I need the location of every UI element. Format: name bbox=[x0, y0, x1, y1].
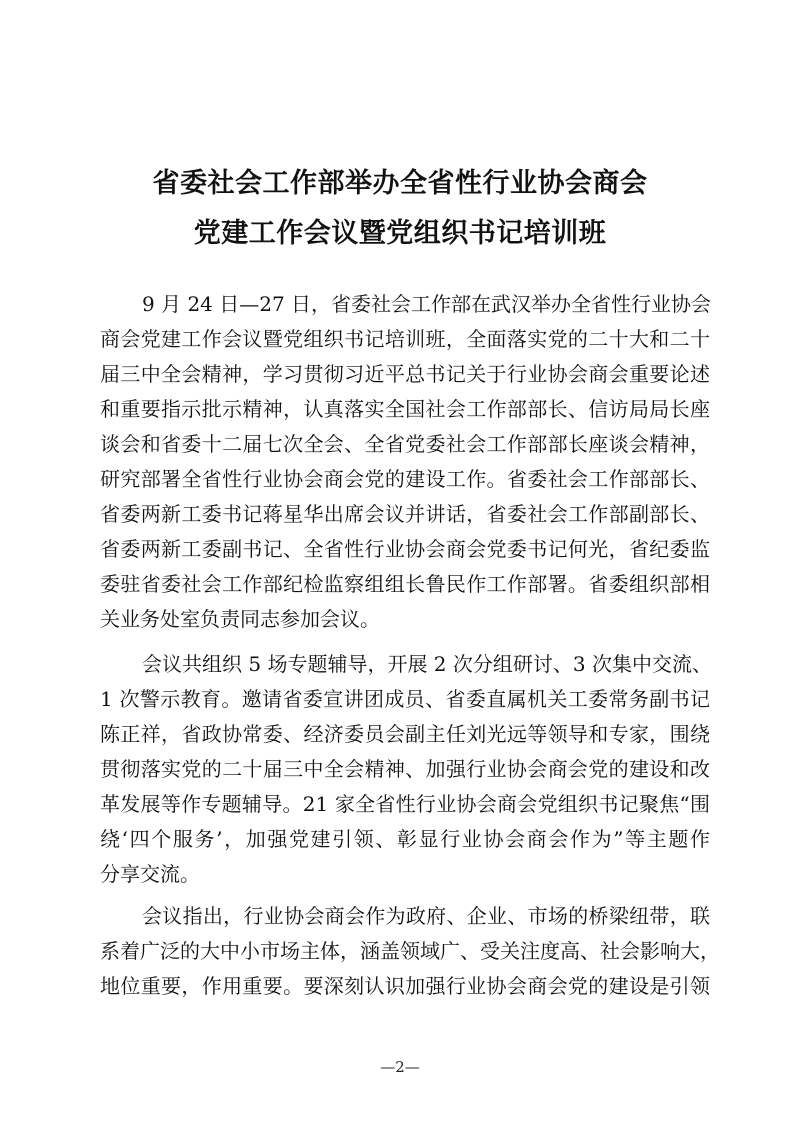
text-line: 省委两新工委书记蒋星华出席会议并讲话，省委社会工作部副部长、 bbox=[100, 502, 710, 526]
paragraph-2 bbox=[100, 647, 710, 892]
text-line: 省委两新工委副书记、全省性行业协会商会党委书记何光，省纪委监 bbox=[100, 537, 710, 561]
text-line: 届三中全会精神，学习贯彻习近平总书记关于行业协会商会重要论述 bbox=[100, 362, 710, 386]
text-line: 1 次警示教育。邀请省委宣讲团成员、省委直属机关工委常务副书记 bbox=[100, 687, 710, 711]
text-line: 革发展等作专题辅导。21 家全省性行业协会商会党组织书记聚焦“围 bbox=[100, 792, 710, 816]
text-line: 系着广泛的大中小市场主体，涵盖领域广、受关注度高、社会影响大， bbox=[100, 939, 720, 963]
text-line: 绕‘四个服务’，加强党建引领、彰显行业协会商会作为”等主题作 bbox=[100, 827, 710, 851]
text-line: 9 月 24 日—27 日，省委社会工作部在武汉举办全省性行业协会 bbox=[142, 292, 712, 316]
text-line: 贯彻落实党的二十届三中全会精神、加强行业协会商会党的建设和改 bbox=[100, 757, 710, 781]
text-line: 研究部署全省性行业协会商会党的建设工作。省委社会工作部部长、 bbox=[100, 467, 710, 491]
document-title-line-2: 党建工作会议暨党组织书记培训班 bbox=[193, 218, 607, 249]
text-line: 陈正祥，省政协常委、经济委员会副主任刘光远等领导和专家，围绕 bbox=[100, 722, 710, 746]
text-line: 商会党建工作会议暨党组织书记培训班，全面落实党的二十大和二十 bbox=[100, 327, 710, 351]
text-line: 谈会和省委十二届七次全会、全省党委社会工作部部长座谈会精神， bbox=[100, 432, 710, 456]
document-title-line-1: 省委社会工作部举办全省性行业协会商会 bbox=[152, 168, 648, 199]
text-line: 地位重要，作用重要。要深刻认识加强行业协会商会党的建设是引领 bbox=[100, 974, 710, 998]
text-line: 会议指出，行业协会商会作为政府、企业、市场的桥梁纽带，联 bbox=[142, 904, 710, 928]
text-line: 关业务处室负责同志参加会议。 bbox=[100, 607, 380, 631]
paragraph-1 bbox=[100, 287, 710, 637]
text-line: 委驻省委社会工作部纪检监察组组长鲁民作工作部署。省委组织部相 bbox=[100, 572, 710, 596]
text-line: 会议共组织 5 场专题辅导，开展 2 次分组研讨、3 次集中交流、 bbox=[142, 652, 712, 676]
text-line: 分享交流。 bbox=[100, 862, 200, 886]
page-number: —2— bbox=[380, 1058, 420, 1076]
text-line: 和重要指示批示精神，认真落实全国社会工作部部长、信访局局长座 bbox=[100, 397, 710, 421]
paragraph-3 bbox=[100, 899, 720, 1004]
